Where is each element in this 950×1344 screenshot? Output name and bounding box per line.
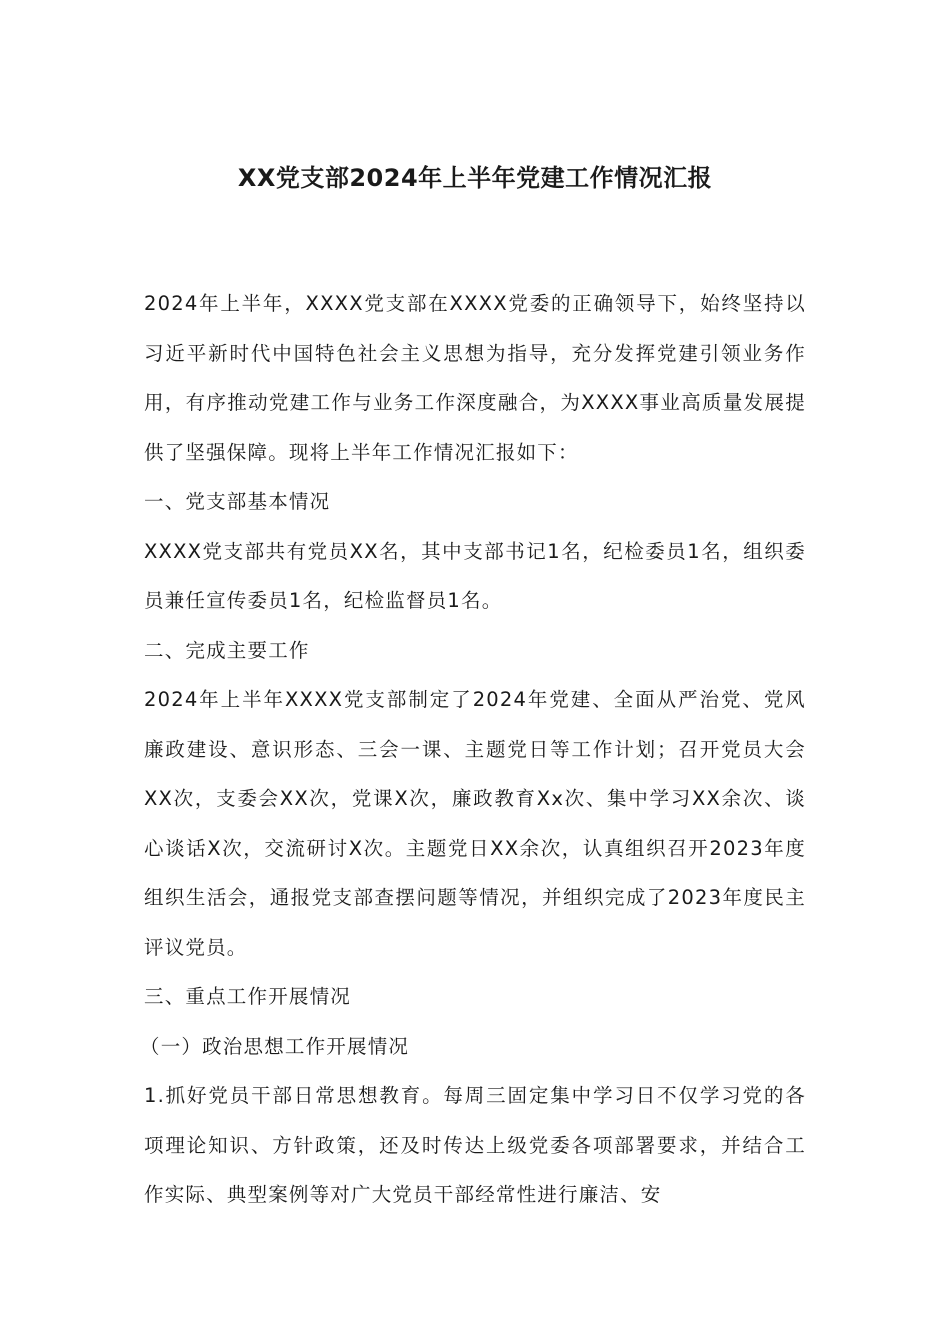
- section-heading-3: 三、重点工作开展情况: [144, 985, 352, 1008]
- document-title: XX党支部2024年上半年党建工作情况汇报: [237, 164, 713, 192]
- subsection-heading-1: （一）政治思想工作开展情况: [140, 1034, 410, 1058]
- section-heading-2: 二、完成主要工作: [144, 638, 310, 662]
- section-heading-1: 一、党支部基本情况: [144, 490, 331, 513]
- basic-info-paragraph: XXXX党支部共有党员XX名，其中支部书记1名，纪检委员1名，组织委员兼任宣传委员1名，纪检监督员1名。: [144, 539, 806, 612]
- document-body: [140, 279, 806, 1220]
- item-paragraph-1: 1.抓好党员干部日常思想教育。每周三固定集中学习日不仅学习党的各项理论知识、方针政策，还及时传达上级党委各项部署要求，并结合工作实际、典型案例等对广大党员干部经常性进行廉洁、安: [144, 1084, 806, 1206]
- intro-paragraph: 2024年上半年，XXXX党支部在XXXX党委的正确领导下，始终坚持以习近平新时代中国特色社会主义思想为指导，充分发挥党建引领业务作用，有序推动党建工作与业务工作深度融合，为XXXX事业高质量发展提供了坚强保障。现将上半年工作情况汇报如下：: [144, 292, 806, 464]
- main-work-paragraph: 2024年上半年XXXX党支部制定了2024年党建、全面从严治党、党风廉政建设、意识形态、三会一课、主题党日等工作计划；召开党员大会XX次，支委会XX次，党课X次，廉政教育Xx次、集中学习XX余次、谈心谈话X次，交流研讨X次。主题党日XX余次，认真组织召开2023年度组织生活会，通报党支部查摆问题等情况，并组织完成了2023年度民主评议党员。: [144, 688, 806, 959]
